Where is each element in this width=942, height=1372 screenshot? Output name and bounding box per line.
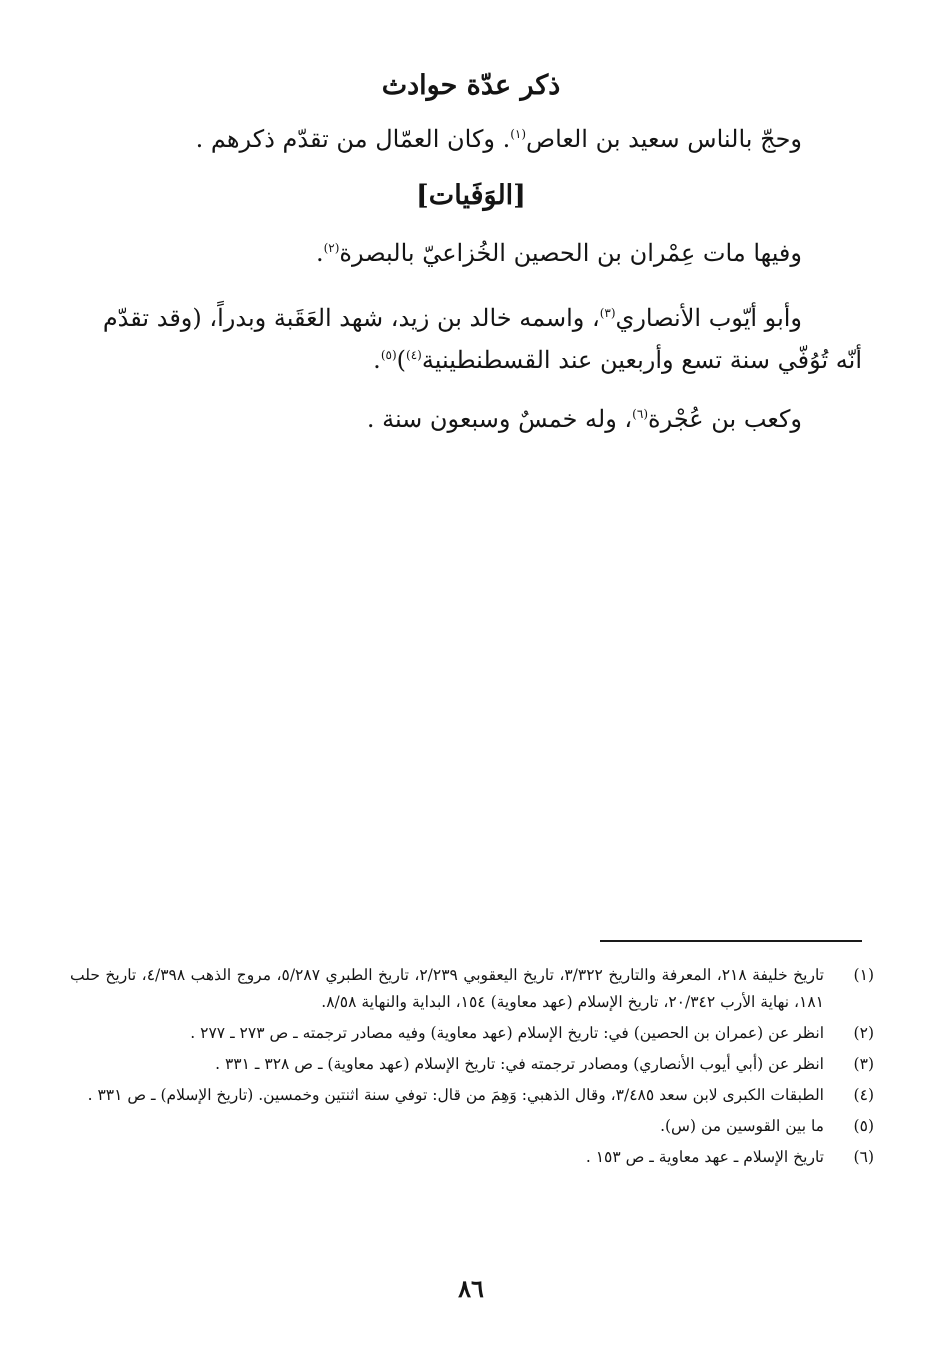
footnote-ref: (٣) (599, 306, 616, 320)
footnote-ref: (٦) (632, 407, 648, 421)
footnote-number: (٣) (853, 1055, 874, 1073)
paragraph-text: ، واسمه خالد بن زيد، شهد العَقَبة وبدراً، (وقد تقدّم (102, 304, 600, 332)
footnote-text: الطبقات الكبرى لابن سعد ٣/٤٨٥، وقال الذهبي: وَهِمَ من قال: توفي سنة اثنتين وخمسين. (تاريخ الإسلام) ـ ص ٣٣١ . (87, 1086, 824, 1104)
footnote-ref: (٤) (406, 348, 422, 362)
footnote-text: تاريخ الإسلام ـ عهد معاوية ـ ص ١٥٣ . (585, 1148, 824, 1166)
footnote-item (70, 1144, 874, 1171)
footnote-item (70, 1113, 874, 1140)
section-title: ذكر عدّة حوادث (381, 70, 561, 101)
footnote-number: (٥) (853, 1117, 874, 1135)
paragraph-imran (70, 232, 802, 274)
footnote-text: ما بين القوسين من (س). (660, 1117, 824, 1135)
paragraph-line (70, 339, 862, 381)
paragraph-kaab (70, 398, 802, 440)
paragraph-text: وأبو أيّوب الأنصاري (615, 304, 802, 332)
page-number: ٨٦ (458, 1274, 484, 1303)
paragraph-hajj (70, 118, 802, 160)
paragraph-text: . (373, 346, 381, 374)
paragraph-text: وفيها مات عِمْران بن الحصين الخُزاعيّ بالبصرة (339, 239, 802, 267)
paragraph-text: . (315, 239, 324, 267)
footnote-divider (600, 940, 862, 942)
footnote-ref: (١) (510, 127, 527, 141)
footnote-text: تاريخ خليفة ٢١٨، المعرفة والتاريخ ٣/٣٢٢، تاريخ اليعقوبي ٢/٢٣٩، تاريخ الطبري ٥/٢٨٧، مروج الذهب ٤/٣٩٨، تاريخ حلب ١٨١، نهاية الأرب ٢٠/٣٤٢، تاريخ الإسلام (عهد معاوية) ١٥٤، البداية والنهاية ٨/٥٨. (70, 966, 824, 1011)
footnote-number: (١) (853, 966, 874, 984)
paragraph-text: . وكان العمّال من تقدّم ذكرهم . (195, 125, 511, 153)
footnote-number: (٢) (853, 1024, 874, 1042)
footnote-text: انظر عن (أبي أيوب الأنصاري) ومصادر ترجمته في: تاريخ الإسلام (عهد معاوية) ـ ص ٣٢٨ ـ ٣٣١ . (215, 1055, 824, 1073)
footnote-text: انظر عن (عمران بن الحصين) في: تاريخ الإسلام (عهد معاوية) وفيه مصادر ترجمته ـ ص ٢٧٣ ـ ٢٧٧ . (190, 1024, 824, 1042)
paragraph-text: ، وله خمسٌ وسبعون سنة . (366, 405, 633, 433)
footnote-number: (٦) (853, 1148, 874, 1166)
paragraph-text: وحجّ بالناس سعيد بن العاص (526, 125, 802, 153)
footnote-item (70, 1051, 874, 1078)
footnote-number: (٤) (853, 1086, 874, 1104)
paragraph-text: أنّه تُوُفّي سنة تسع وأربعين عند القسطنطينية (421, 346, 862, 374)
footnote-item (70, 1020, 874, 1047)
obituaries-title: [الوَفَيات] (416, 180, 526, 211)
footnote-item (70, 1082, 874, 1109)
footnote-item (70, 962, 874, 1016)
footnotes (70, 962, 874, 1175)
footnote-ref: (٥) (380, 348, 397, 362)
paragraph-text: ) (396, 346, 407, 374)
paragraph-text: وكعب بن عُجْرة (648, 405, 802, 433)
paragraph-abu-ayyub (70, 297, 862, 381)
footnote-ref: (٢) (323, 241, 340, 255)
